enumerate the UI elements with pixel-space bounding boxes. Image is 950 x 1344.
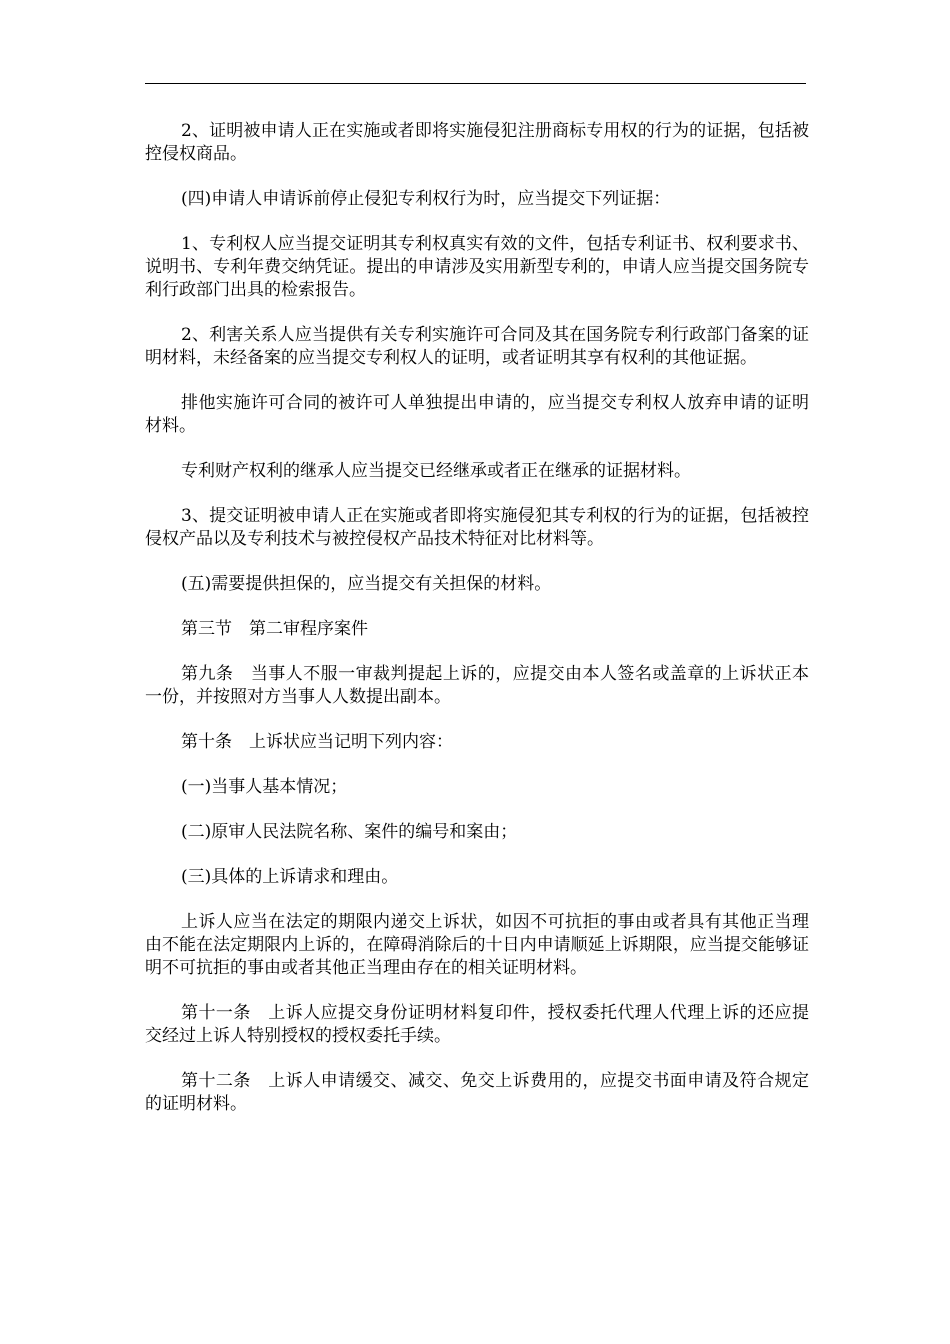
article-10-item-3: (三)具体的上诉请求和理由。 <box>181 867 399 887</box>
paragraph-patent-heading: (四)申请人申请诉前停止侵犯专利权行为时，应当提交下列证据： <box>181 189 671 209</box>
paragraph-trademark-evidence: 2、证明被申请人正在实施或者即将实施侵犯注册商标专用权的行为的证据，包括被控侵权商品。 <box>145 121 809 164</box>
article-10-item-2: (二)原审人民法院名称、案件的编号和案由； <box>181 822 518 842</box>
article-12: 第十二条 上诉人申请缓交、减交、免交上诉费用的，应提交书面申请及符合规定的证明材料。 <box>145 1071 809 1114</box>
article-10-item-1: (一)当事人基本情况； <box>181 777 348 797</box>
article-11: 第十一条 上诉人应提交身份证明材料复印件，授权委托代理人代理上诉的还应提交经过上诉人特别授权的授权委托手续。 <box>145 1003 809 1046</box>
paragraph-guarantee: (五)需要提供担保的，应当提交有关担保的材料。 <box>181 574 552 594</box>
paragraph-heir: 专利财产权利的继承人应当提交已经继承或者正在继承的证据材料。 <box>181 461 691 481</box>
document-body <box>145 120 809 1138</box>
paragraph-interested-party: 2、利害关系人应当提供有关专利实施许可合同及其在国务院专利行政部门备案的证明材料，未经备案的应当提交专利权人的证明，或者证明其享有权利的其他证据。 <box>145 325 809 368</box>
paragraph-appeal-deadline: 上诉人应当在法定的期限内递交上诉状，如因不可抗拒的事由或者具有其他正当理由不能在法定期限内上诉的，在障碍消除后的十日内申请顺延上诉期限，应当提交能够证明不可抗拒的事由或者其他正当理由存在的相关证明材料。 <box>145 912 809 978</box>
paragraph-patent-holder: 1、专利权人应当提交证明其专利权真实有效的文件，包括专利证书、权利要求书、说明书、专利年费交纳凭证。提出的申请涉及实用新型专利的，申请人应当提交国务院专利行政部门出具的检索报告。 <box>145 234 809 300</box>
section-heading: 第三节 第二审程序案件 <box>181 619 368 639</box>
article-10: 第十条 上诉状应当记明下列内容： <box>181 732 453 752</box>
header-rule <box>145 83 806 84</box>
paragraph-infringement-evidence: 3、提交证明被申请人正在实施或者即将实施侵犯其专利权的行为的证据，包括被控侵权产品以及专利技术与被控侵权产品技术特征对比材料等。 <box>145 506 809 549</box>
paragraph-exclusive-licensee: 排他实施许可合同的被许可人单独提出申请的，应当提交专利权人放弃申请的证明材料。 <box>145 393 809 436</box>
article-9: 第九条 当事人不服一审裁判提起上诉的，应提交由本人签名或盖章的上诉状正本一份，并按照对方当事人人数提出副本。 <box>145 664 809 707</box>
